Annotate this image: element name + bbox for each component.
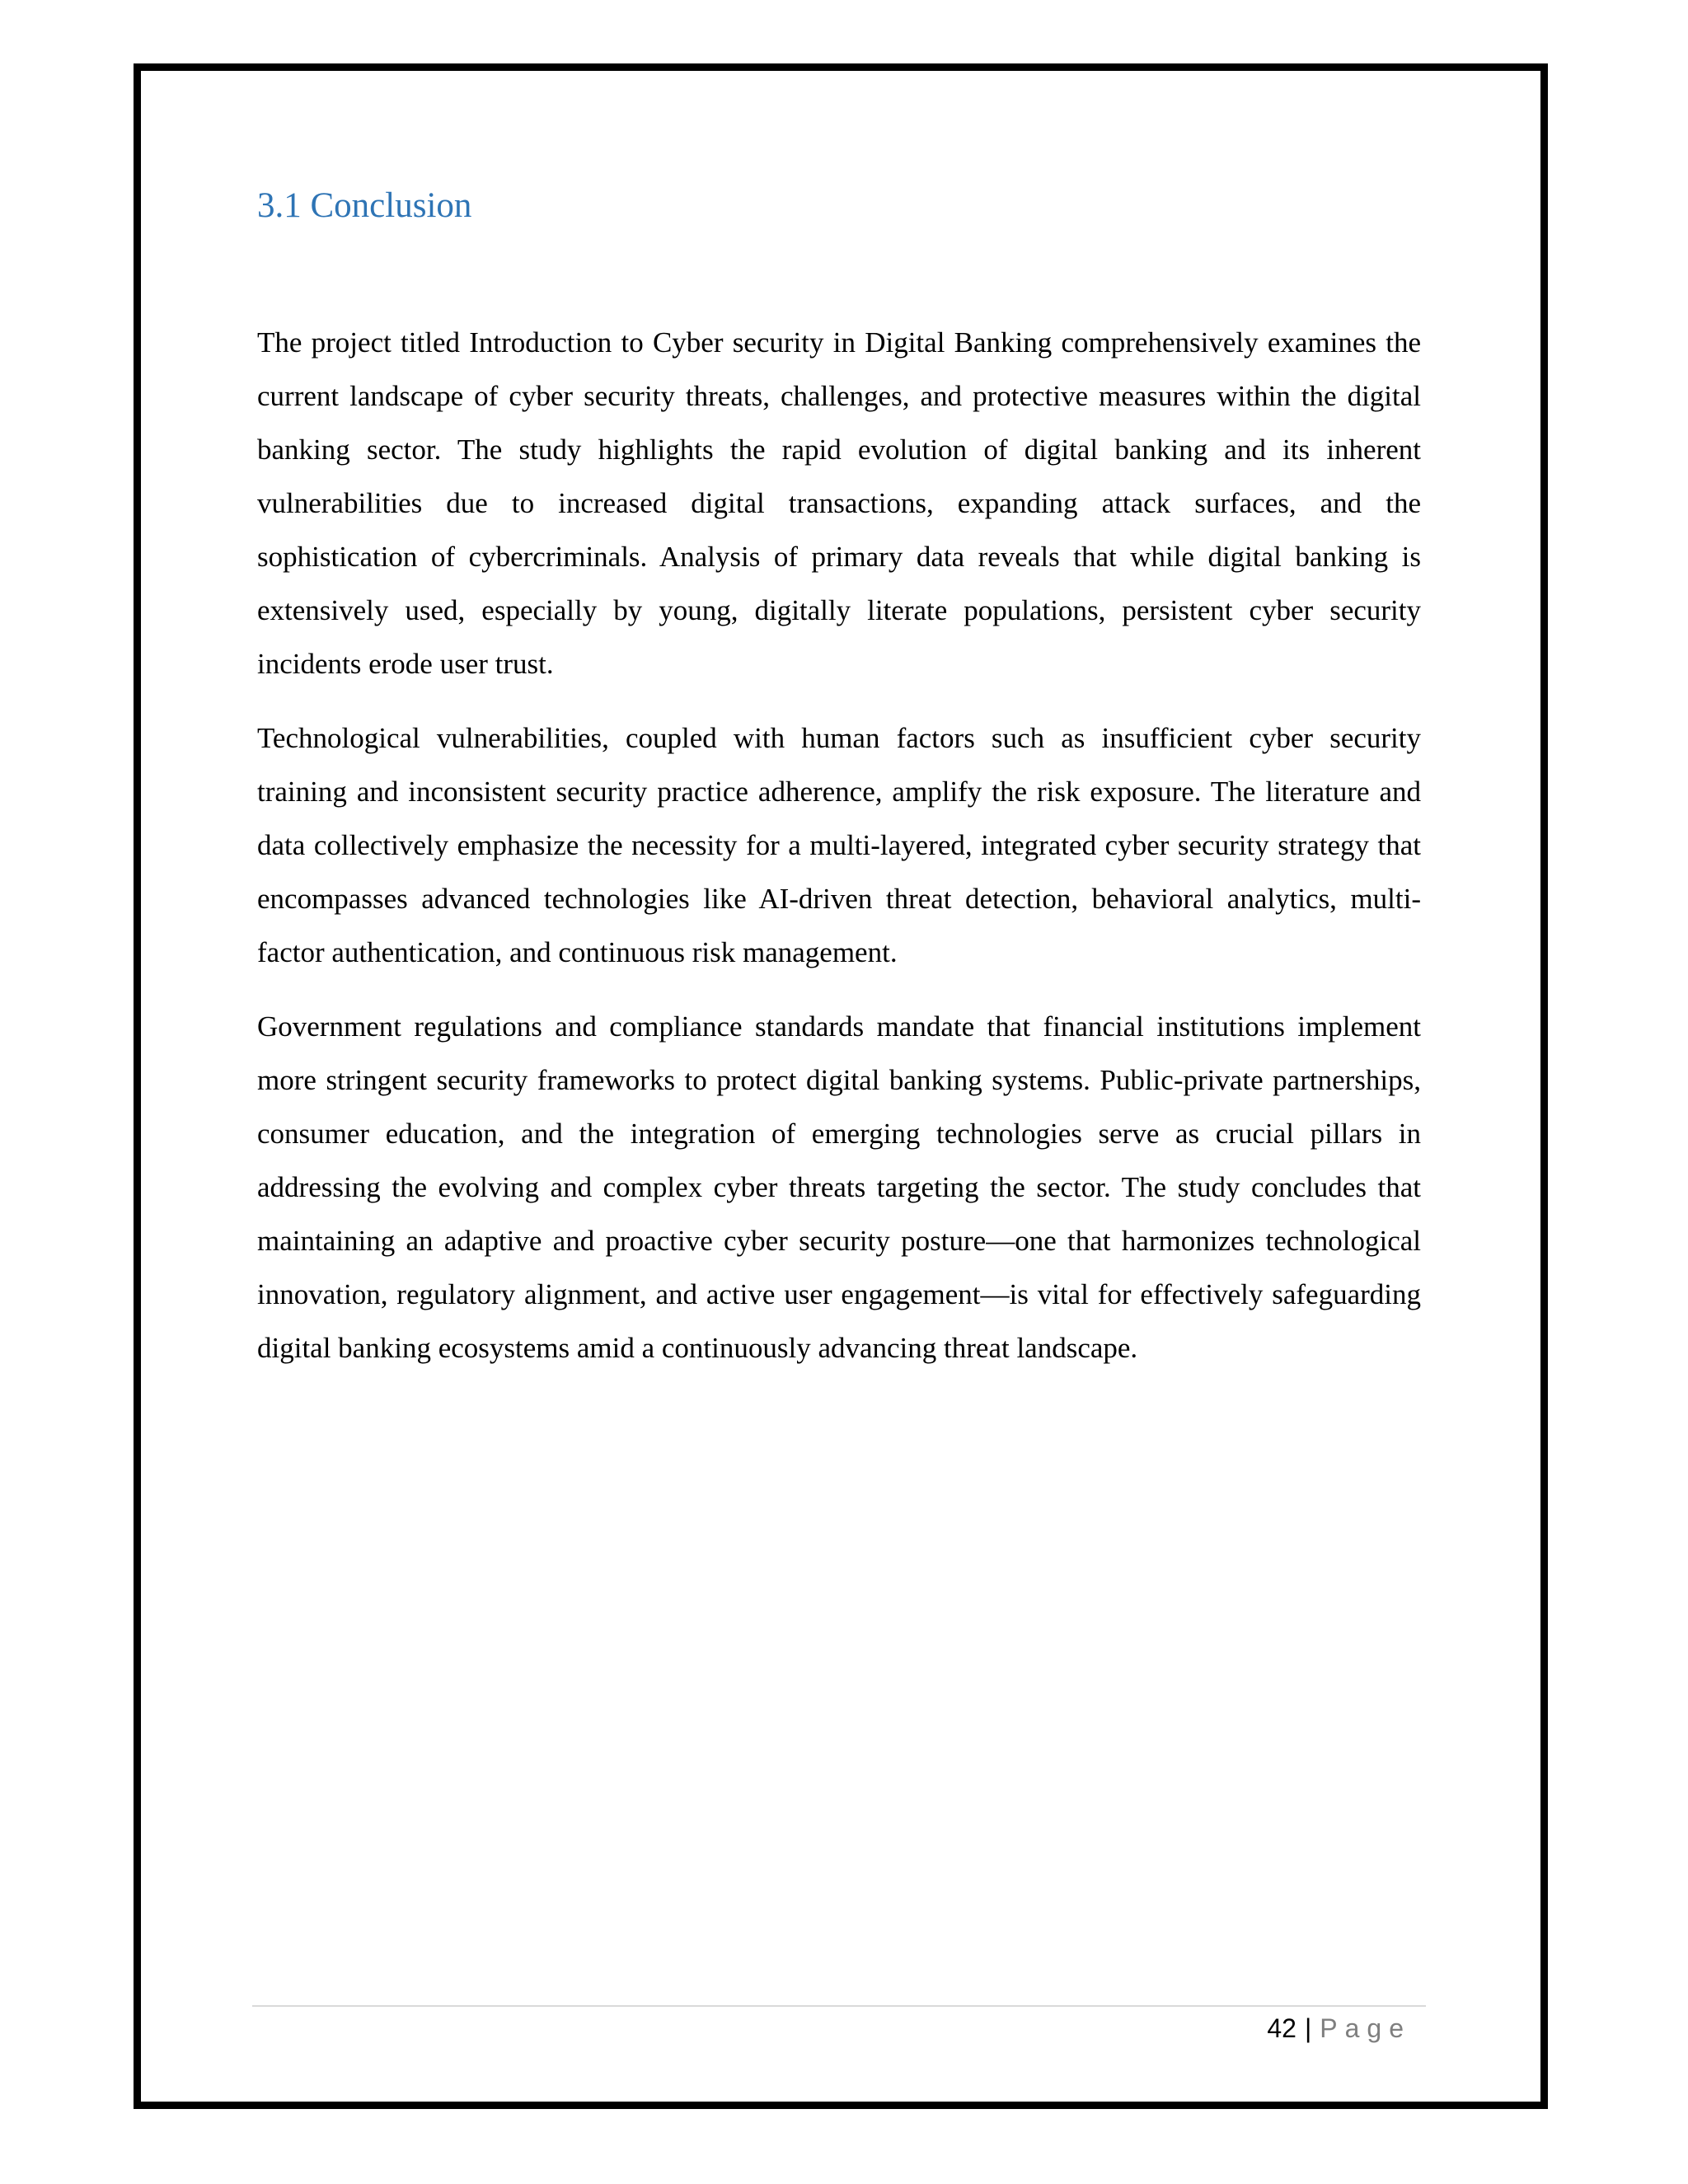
paragraph-1: The project titled Introduction to Cyber security in Digital Banking comprehensively examines the current landscape of cyber security threats, challenges, and protective measures within the digital banking sector. The study highlights the rapid evolution of digital banking and its inherent vulnerabilities due to increased digital transactions, expanding attack surfaces, and the sophistication of cybercriminals. Analysis of primary data reveals that while digital banking is extensively used, especially by young, digitally literate populations, persistent cyber security incidents erode user trust. — [257, 326, 1421, 680]
page-footer — [1267, 2008, 1411, 2049]
footer-separator: | — [1304, 2013, 1312, 2043]
paragraph-3: Government regulations and compliance standards mandate that financial institutions implement more stringent security frameworks to protect digital banking systems. Public-private partnerships, consumer education, and the integration of emerging technologies serve as crucial pillars in addressing the evolving and complex cyber threats targeting the sector. The study concludes that maintaining an adaptive and proactive cyber security posture—one that harmonizes technological innovation, regulatory alignment, and active user engagement—is vital for effectively safeguarding digital banking ecosystems amid a continuously advancing threat landscape. — [257, 1010, 1421, 1364]
paragraph-2: Technological vulnerabilities, coupled with human factors such as insufficient cyber security training and inconsistent security practice adherence, amplify the risk exposure. The literature and data collectively emphasize the necessity for a multi-layered, integrated cyber security strategy that encompasses advanced technologies like AI-driven threat detection, behavioral analytics, multi-factor authentication, and continuous risk management. — [257, 722, 1421, 968]
footer-divider — [252, 2005, 1426, 2007]
page-number: 42 — [1267, 2013, 1296, 2043]
section-heading: 3.1 Conclusion — [257, 186, 472, 225]
body-text — [257, 316, 1421, 1395]
page-label: Page — [1320, 2013, 1411, 2043]
